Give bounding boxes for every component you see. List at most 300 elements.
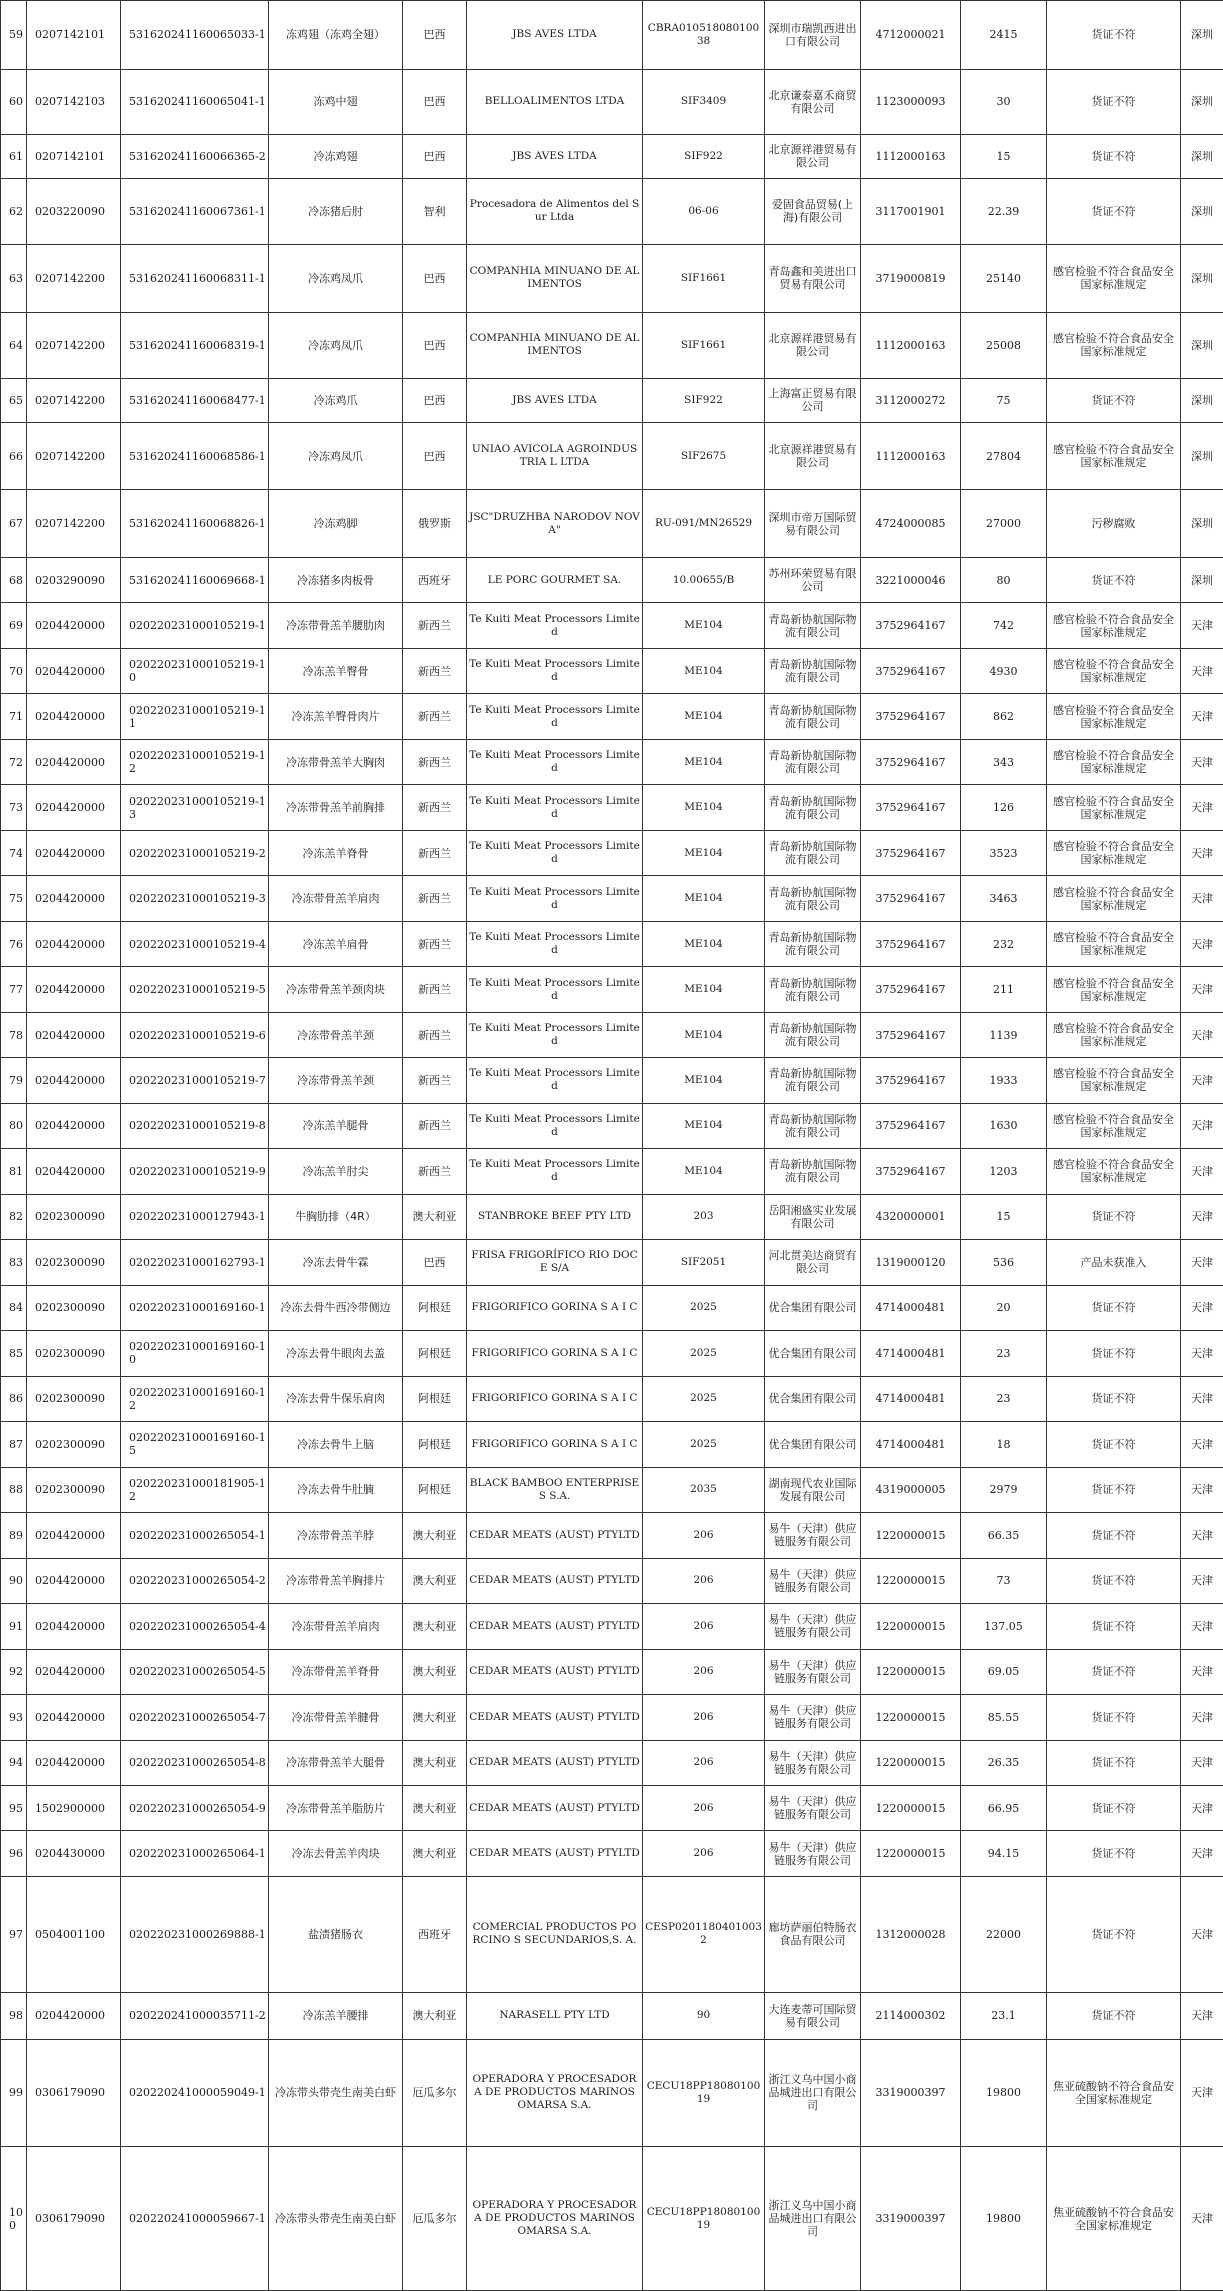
weight-cell: 27804 <box>961 422 1047 490</box>
manufacturer-cell: FRIGORIFICO GORINA S A I C <box>467 1285 643 1330</box>
importer-name-cell: 爱固食品贸易(上海)有限公司 <box>765 178 861 244</box>
table-body <box>1 1 1223 2291</box>
importer-code-cell: 3117001901 <box>861 178 961 244</box>
hs-code-cell: 0207142200 <box>27 312 121 378</box>
registration-number-cell: 206 <box>643 1786 765 1831</box>
table-row <box>1 1604 1223 1649</box>
port-of-entry-cell: 天津 <box>1181 1876 1223 1992</box>
rejection-reason-cell: 货证不符 <box>1047 1740 1181 1785</box>
manufacturer-cell: Te Kuiti Meat Processors Limited <box>467 921 643 966</box>
origin-country-cell: 巴西 <box>403 378 467 422</box>
rejection-reason-cell: 焦亚硫酸钠不符合食品安全国家标准规定 <box>1047 2039 1181 2147</box>
registration-number-cell: 10.00655/B <box>643 557 765 602</box>
registration-number-cell: 206 <box>643 1604 765 1649</box>
product-name-cell: 冻鸡翅（冻鸡全翅） <box>269 1 403 70</box>
certificate-number-cell: 020220231000105219-4 <box>121 921 269 966</box>
certificate-number-cell: 020220231000162793-1 <box>121 1240 269 1285</box>
importer-name-cell: 青岛新协航国际物流有限公司 <box>765 1012 861 1057</box>
certificate-number-cell: 020220231000265054-5 <box>121 1649 269 1694</box>
rejection-reason-cell: 货证不符 <box>1047 1331 1181 1376</box>
registration-number-cell: ME104 <box>643 921 765 966</box>
table-row <box>1 490 1223 558</box>
rejection-reason-cell: 货证不符 <box>1047 1467 1181 1512</box>
weight-cell: 1630 <box>961 1103 1047 1148</box>
product-name-cell: 冷冻羔羊臀骨 <box>269 648 403 693</box>
port-of-entry-cell: 天津 <box>1181 1467 1223 1512</box>
rejection-reason-cell: 感官检验不符合食品安全国家标准规定 <box>1047 1149 1181 1194</box>
manufacturer-cell: UNIAO AVICOLA AGROINDUSTRIA L LTDA <box>467 422 643 490</box>
weight-cell: 30 <box>961 69 1047 134</box>
port-of-entry-cell: 天津 <box>1181 648 1223 693</box>
origin-country-cell: 新西兰 <box>403 876 467 921</box>
table-row <box>1 2147 1223 2291</box>
manufacturer-cell: FRIGORIFICO GORINA S A I C <box>467 1422 643 1467</box>
registration-number-cell: 2025 <box>643 1285 765 1330</box>
importer-code-cell: 3319000397 <box>861 2039 961 2147</box>
importer-name-cell: 优合集团有限公司 <box>765 1376 861 1421</box>
weight-cell: 232 <box>961 921 1047 966</box>
certificate-number-cell: 020220231000169160-15 <box>121 1422 269 1467</box>
row-number-cell: 85 <box>1 1331 27 1376</box>
importer-name-cell: 易牛（天津）供应链服务有限公司 <box>765 1786 861 1831</box>
port-of-entry-cell: 深圳 <box>1181 134 1223 178</box>
manufacturer-cell: NARASELL PTY LTD <box>467 1992 643 2039</box>
registration-number-cell: SIF1661 <box>643 245 765 313</box>
weight-cell: 536 <box>961 1240 1047 1285</box>
rejection-reason-cell: 货证不符 <box>1047 134 1181 178</box>
importer-code-cell: 3752964167 <box>861 1149 961 1194</box>
importer-code-cell: 4319000005 <box>861 1467 961 1512</box>
product-name-cell: 冷冻带头带壳生南美白虾 <box>269 2147 403 2291</box>
importer-name-cell: 青岛新协航国际物流有限公司 <box>765 648 861 693</box>
table-row <box>1 2039 1223 2147</box>
manufacturer-cell: Te Kuiti Meat Processors Limited <box>467 694 643 739</box>
origin-country-cell: 澳大利亚 <box>403 1992 467 2039</box>
row-number-cell: 74 <box>1 830 27 875</box>
importer-name-cell: 青岛鑫和美进出口贸易有限公司 <box>765 245 861 313</box>
weight-cell: 19800 <box>961 2039 1047 2147</box>
certificate-number-cell: 020220241000035711-2 <box>121 1992 269 2039</box>
row-number-cell: 92 <box>1 1649 27 1694</box>
product-name-cell: 冷冻带骨羔羊前胸排 <box>269 785 403 830</box>
manufacturer-cell: CEDAR MEATS (AUST) PTYLTD <box>467 1649 643 1694</box>
table-row <box>1 69 1223 134</box>
rejection-reason-cell: 感官检验不符合食品安全国家标准规定 <box>1047 785 1181 830</box>
importer-code-cell: 3752964167 <box>861 921 961 966</box>
row-number-cell: 99 <box>1 2039 27 2147</box>
row-number-cell: 76 <box>1 921 27 966</box>
rejection-reason-cell: 感官检验不符合食品安全国家标准规定 <box>1047 1058 1181 1103</box>
table-row <box>1 1285 1223 1330</box>
registration-number-cell: ME104 <box>643 876 765 921</box>
manufacturer-cell: COMERCIAL PRODUCTOS PORCINO S SECUNDARIOS,S. A. <box>467 1876 643 1992</box>
weight-cell: 1203 <box>961 1149 1047 1194</box>
table-row <box>1 557 1223 602</box>
manufacturer-cell: Te Kuiti Meat Processors Limited <box>467 739 643 784</box>
hs-code-cell: 0207142101 <box>27 134 121 178</box>
importer-name-cell: 易牛（天津）供应链服务有限公司 <box>765 1558 861 1603</box>
product-name-cell: 冻鸡中翅 <box>269 69 403 134</box>
importer-code-cell: 3752964167 <box>861 694 961 739</box>
table-row <box>1 1740 1223 1785</box>
table-row <box>1 1422 1223 1467</box>
table-row <box>1 1786 1223 1831</box>
port-of-entry-cell: 天津 <box>1181 1103 1223 1148</box>
weight-cell: 343 <box>961 739 1047 784</box>
port-of-entry-cell: 天津 <box>1181 2039 1223 2147</box>
row-number-cell: 65 <box>1 378 27 422</box>
registration-number-cell: 2025 <box>643 1331 765 1376</box>
certificate-number-cell: 531620241160068311-1 <box>121 245 269 313</box>
table-row <box>1 378 1223 422</box>
row-number-cell: 93 <box>1 1695 27 1740</box>
row-number-cell: 61 <box>1 134 27 178</box>
weight-cell: 80 <box>961 557 1047 602</box>
importer-name-cell: 浙江义乌中国小商品城进出口有限公司 <box>765 2039 861 2147</box>
product-name-cell: 冷冻带骨羔羊颈肉块 <box>269 967 403 1012</box>
port-of-entry-cell: 天津 <box>1181 1513 1223 1558</box>
importer-code-cell: 1112000163 <box>861 312 961 378</box>
registration-number-cell: ME104 <box>643 648 765 693</box>
table-row <box>1 648 1223 693</box>
weight-cell: 211 <box>961 967 1047 1012</box>
port-of-entry-cell: 天津 <box>1181 1376 1223 1421</box>
certificate-number-cell: 020220231000181905-12 <box>121 1467 269 1512</box>
product-name-cell: 冷冻羔羊腰排 <box>269 1992 403 2039</box>
origin-country-cell: 澳大利亚 <box>403 1740 467 1785</box>
row-number-cell: 98 <box>1 1992 27 2039</box>
origin-country-cell: 西班牙 <box>403 1876 467 1992</box>
row-number-cell: 88 <box>1 1467 27 1512</box>
port-of-entry-cell: 天津 <box>1181 2147 1223 2291</box>
certificate-number-cell: 531620241160065041-1 <box>121 69 269 134</box>
weight-cell: 66.95 <box>961 1786 1047 1831</box>
importer-code-cell: 3752964167 <box>861 967 961 1012</box>
registration-number-cell: SIF2051 <box>643 1240 765 1285</box>
product-name-cell: 冷冻带骨羔羊颈 <box>269 1058 403 1103</box>
hs-code-cell: 0204420000 <box>27 1740 121 1785</box>
rejection-reason-cell: 货证不符 <box>1047 378 1181 422</box>
table-row <box>1 1058 1223 1103</box>
row-number-cell: 100 <box>1 2147 27 2291</box>
registration-number-cell: ME104 <box>643 603 765 648</box>
origin-country-cell: 新西兰 <box>403 603 467 648</box>
weight-cell: 25140 <box>961 245 1047 313</box>
row-number-cell: 68 <box>1 557 27 602</box>
importer-code-cell: 1112000163 <box>861 134 961 178</box>
rejection-reason-cell: 感官检验不符合食品安全国家标准规定 <box>1047 422 1181 490</box>
manufacturer-cell: FRIGORIFICO GORINA S A I C <box>467 1376 643 1421</box>
origin-country-cell: 新西兰 <box>403 1103 467 1148</box>
weight-cell: 27000 <box>961 490 1047 558</box>
port-of-entry-cell: 天津 <box>1181 694 1223 739</box>
certificate-number-cell: 531620241160065033-1 <box>121 1 269 70</box>
table-row <box>1 1149 1223 1194</box>
product-name-cell: 冷冻带骨羔羊胸排片 <box>269 1558 403 1603</box>
hs-code-cell: 0204420000 <box>27 1695 121 1740</box>
product-name-cell: 冷冻去骨牛肚腩 <box>269 1467 403 1512</box>
certificate-number-cell: 020220231000265054-4 <box>121 1604 269 1649</box>
port-of-entry-cell: 深圳 <box>1181 378 1223 422</box>
port-of-entry-cell: 深圳 <box>1181 178 1223 244</box>
manufacturer-cell: JSC"DRUZHBA NARODOV NOVA" <box>467 490 643 558</box>
importer-name-cell: 北京源祥港贸易有限公司 <box>765 312 861 378</box>
importer-code-cell: 4714000481 <box>861 1376 961 1421</box>
importer-code-cell: 1220000015 <box>861 1513 961 1558</box>
manufacturer-cell: CEDAR MEATS (AUST) PTYLTD <box>467 1831 643 1876</box>
certificate-number-cell: 020220231000265054-2 <box>121 1558 269 1603</box>
hs-code-cell: 0202300090 <box>27 1240 121 1285</box>
port-of-entry-cell: 深圳 <box>1181 245 1223 313</box>
rejection-reason-cell: 感官检验不符合食品安全国家标准规定 <box>1047 830 1181 875</box>
rejection-reason-cell: 污秽腐败 <box>1047 490 1181 558</box>
rejection-reason-cell: 货证不符 <box>1047 1786 1181 1831</box>
importer-name-cell: 优合集团有限公司 <box>765 1422 861 1467</box>
registration-number-cell: 206 <box>643 1695 765 1740</box>
weight-cell: 73 <box>961 1558 1047 1603</box>
importer-code-cell: 4714000481 <box>861 1331 961 1376</box>
manufacturer-cell: CEDAR MEATS (AUST) PTYLTD <box>467 1558 643 1603</box>
registration-number-cell: 206 <box>643 1740 765 1785</box>
row-number-cell: 84 <box>1 1285 27 1330</box>
importer-name-cell: 青岛新协航国际物流有限公司 <box>765 1103 861 1148</box>
product-name-cell: 冷冻鸡爪 <box>269 378 403 422</box>
manufacturer-cell: LE PORC GOURMET SA. <box>467 557 643 602</box>
registration-number-cell: CBRA01051808010038 <box>643 1 765 70</box>
weight-cell: 2979 <box>961 1467 1047 1512</box>
registration-number-cell: ME104 <box>643 967 765 1012</box>
weight-cell: 23 <box>961 1331 1047 1376</box>
manufacturer-cell: COMPANHIA MINUANO DE AL IMENTOS <box>467 245 643 313</box>
hs-code-cell: 1502900000 <box>27 1786 121 1831</box>
importer-name-cell: 苏州环荣贸易有限公司 <box>765 557 861 602</box>
row-number-cell: 97 <box>1 1876 27 1992</box>
port-of-entry-cell: 深圳 <box>1181 557 1223 602</box>
manufacturer-cell: OPERADORA Y PROCESADORA DE PRODUCTOS MARINOS OMARSA S.A. <box>467 2147 643 2291</box>
origin-country-cell: 新西兰 <box>403 1058 467 1103</box>
row-number-cell: 63 <box>1 245 27 313</box>
importer-name-cell: 上海富正贸易有限公司 <box>765 378 861 422</box>
certificate-number-cell: 531620241160068826-1 <box>121 490 269 558</box>
table-row <box>1 1992 1223 2039</box>
manufacturer-cell: Te Kuiti Meat Processors Limited <box>467 1058 643 1103</box>
registration-number-cell: ME104 <box>643 1058 765 1103</box>
certificate-number-cell: 020220231000169160-1 <box>121 1285 269 1330</box>
origin-country-cell: 巴西 <box>403 1 467 70</box>
importer-code-cell: 3752964167 <box>861 648 961 693</box>
product-name-cell: 牛胸肋排（4R） <box>269 1194 403 1239</box>
rejection-reason-cell: 焦亚硫酸钠不符合食品安全国家标准规定 <box>1047 2147 1181 2291</box>
row-number-cell: 73 <box>1 785 27 830</box>
importer-code-cell: 4712000021 <box>861 1 961 70</box>
origin-country-cell: 巴西 <box>403 69 467 134</box>
port-of-entry-cell: 天津 <box>1181 1992 1223 2039</box>
hs-code-cell: 0204420000 <box>27 1149 121 1194</box>
registration-number-cell: 206 <box>643 1513 765 1558</box>
importer-name-cell: 青岛新协航国际物流有限公司 <box>765 1149 861 1194</box>
product-name-cell: 冷冻去骨牛西冷带侧边 <box>269 1285 403 1330</box>
registration-number-cell: ME104 <box>643 785 765 830</box>
table-row <box>1 1194 1223 1239</box>
hs-code-cell: 0204420000 <box>27 1649 121 1694</box>
registration-number-cell: SIF3409 <box>643 69 765 134</box>
port-of-entry-cell: 天津 <box>1181 1695 1223 1740</box>
port-of-entry-cell: 天津 <box>1181 1331 1223 1376</box>
hs-code-cell: 0204420000 <box>27 648 121 693</box>
origin-country-cell: 巴西 <box>403 1240 467 1285</box>
importer-code-cell: 1220000015 <box>861 1558 961 1603</box>
registration-number-cell: 2035 <box>643 1467 765 1512</box>
importer-code-cell: 1220000015 <box>861 1604 961 1649</box>
product-name-cell: 冷冻猪后肘 <box>269 178 403 244</box>
port-of-entry-cell: 天津 <box>1181 1149 1223 1194</box>
registration-number-cell: 2025 <box>643 1376 765 1421</box>
origin-country-cell: 澳大利亚 <box>403 1695 467 1740</box>
product-name-cell: 冷冻带骨羔羊脖 <box>269 1513 403 1558</box>
origin-country-cell: 澳大利亚 <box>403 1786 467 1831</box>
weight-cell: 26.35 <box>961 1740 1047 1785</box>
hs-code-cell: 0504001100 <box>27 1876 121 1992</box>
importer-code-cell: 1319000120 <box>861 1240 961 1285</box>
row-number-cell: 64 <box>1 312 27 378</box>
row-number-cell: 66 <box>1 422 27 490</box>
importer-code-cell: 3752964167 <box>861 785 961 830</box>
product-name-cell: 冷冻羔羊臀骨肉片 <box>269 694 403 739</box>
certificate-number-cell: 020220231000105219-3 <box>121 876 269 921</box>
registration-number-cell: SIF2675 <box>643 422 765 490</box>
importer-code-cell: 4714000481 <box>861 1285 961 1330</box>
port-of-entry-cell: 天津 <box>1181 1740 1223 1785</box>
certificate-number-cell: 531620241160066365-2 <box>121 134 269 178</box>
hs-code-cell: 0207142101 <box>27 1 121 70</box>
certificate-number-cell: 531620241160068477-1 <box>121 378 269 422</box>
table-row <box>1 921 1223 966</box>
rejection-reason-cell: 感官检验不符合食品安全国家标准规定 <box>1047 876 1181 921</box>
certificate-number-cell: 020220231000265054-7 <box>121 1695 269 1740</box>
importer-code-cell: 3752964167 <box>861 1012 961 1057</box>
rejection-reason-cell: 货证不符 <box>1047 1285 1181 1330</box>
row-number-cell: 89 <box>1 1513 27 1558</box>
row-number-cell: 80 <box>1 1103 27 1148</box>
importer-code-cell: 4320000001 <box>861 1194 961 1239</box>
row-number-cell: 77 <box>1 967 27 1012</box>
importer-name-cell: 优合集团有限公司 <box>765 1331 861 1376</box>
origin-country-cell: 澳大利亚 <box>403 1604 467 1649</box>
importer-code-cell: 2114000302 <box>861 1992 961 2039</box>
hs-code-cell: 0202300090 <box>27 1331 121 1376</box>
importer-code-cell: 3752964167 <box>861 876 961 921</box>
row-number-cell: 70 <box>1 648 27 693</box>
importer-code-cell: 3752964167 <box>861 603 961 648</box>
table-row <box>1 1376 1223 1421</box>
table-row <box>1 1831 1223 1876</box>
product-name-cell: 冷冻羔羊肘尖 <box>269 1149 403 1194</box>
registration-number-cell: CESP02011804010032 <box>643 1876 765 1992</box>
rejection-reason-cell: 感官检验不符合食品安全国家标准规定 <box>1047 967 1181 1012</box>
manufacturer-cell: OPERADORA Y PROCESADORA DE PRODUCTOS MARINOS OMARSA S.A. <box>467 2039 643 2147</box>
registration-number-cell: 90 <box>643 1992 765 2039</box>
table-row <box>1 134 1223 178</box>
port-of-entry-cell: 天津 <box>1181 1649 1223 1694</box>
product-name-cell: 冷冻猪多肉板骨 <box>269 557 403 602</box>
rejection-reason-cell: 感官检验不符合食品安全国家标准规定 <box>1047 921 1181 966</box>
importer-name-cell: 青岛新协航国际物流有限公司 <box>765 1058 861 1103</box>
origin-country-cell: 澳大利亚 <box>403 1558 467 1603</box>
port-of-entry-cell: 天津 <box>1181 1786 1223 1831</box>
hs-code-cell: 0202300090 <box>27 1376 121 1421</box>
importer-name-cell: 深圳市帝万国际贸易有限公司 <box>765 490 861 558</box>
importer-name-cell: 青岛新协航国际物流有限公司 <box>765 967 861 1012</box>
manufacturer-cell: Procesadora de Alimentos del Sur Ltda <box>467 178 643 244</box>
origin-country-cell: 新西兰 <box>403 830 467 875</box>
table-row <box>1 1558 1223 1603</box>
rejection-reason-cell: 感官检验不符合食品安全国家标准规定 <box>1047 694 1181 739</box>
importer-code-cell: 1220000015 <box>861 1831 961 1876</box>
row-number-cell: 75 <box>1 876 27 921</box>
registration-number-cell: ME104 <box>643 739 765 784</box>
importer-name-cell: 北京源祥港贸易有限公司 <box>765 422 861 490</box>
hs-code-cell: 0204420000 <box>27 1558 121 1603</box>
certificate-number-cell: 531620241160067361-1 <box>121 178 269 244</box>
weight-cell: 4930 <box>961 648 1047 693</box>
certificate-number-cell: 020220231000169160-10 <box>121 1331 269 1376</box>
product-name-cell: 冷冻鸡凤爪 <box>269 245 403 313</box>
rejection-reason-cell: 货证不符 <box>1047 178 1181 244</box>
manufacturer-cell: JBS AVES LTDA <box>467 378 643 422</box>
product-name-cell: 冷冻羔羊肩骨 <box>269 921 403 966</box>
hs-code-cell: 0204420000 <box>27 876 121 921</box>
importer-name-cell: 易牛（天津）供应链服务有限公司 <box>765 1604 861 1649</box>
origin-country-cell: 澳大利亚 <box>403 1513 467 1558</box>
certificate-number-cell: 020220231000105219-11 <box>121 694 269 739</box>
manufacturer-cell: CEDAR MEATS (AUST) PTYLTD <box>467 1513 643 1558</box>
manufacturer-cell: BLACK BAMBOO ENTERPRISES S.A. <box>467 1467 643 1512</box>
manufacturer-cell: Te Kuiti Meat Processors Limited <box>467 603 643 648</box>
importer-name-cell: 青岛新协航国际物流有限公司 <box>765 603 861 648</box>
hs-code-cell: 0204420000 <box>27 1058 121 1103</box>
hs-code-cell: 0204420000 <box>27 1992 121 2039</box>
origin-country-cell: 新西兰 <box>403 967 467 1012</box>
hs-code-cell: 0202300090 <box>27 1285 121 1330</box>
rejection-reason-cell: 感官检验不符合食品安全国家标准规定 <box>1047 648 1181 693</box>
certificate-number-cell: 020220231000105219-9 <box>121 1149 269 1194</box>
product-name-cell: 冷冻去骨羔羊肉块 <box>269 1831 403 1876</box>
weight-cell: 19800 <box>961 2147 1047 2291</box>
port-of-entry-cell: 天津 <box>1181 1422 1223 1467</box>
certificate-number-cell: 020220231000105219-10 <box>121 648 269 693</box>
certificate-number-cell: 531620241160069668-1 <box>121 557 269 602</box>
rejection-reason-cell: 感官检验不符合食品安全国家标准规定 <box>1047 312 1181 378</box>
importer-code-cell: 3752964167 <box>861 830 961 875</box>
origin-country-cell: 巴西 <box>403 422 467 490</box>
row-number-cell: 71 <box>1 694 27 739</box>
importer-code-cell: 3112000272 <box>861 378 961 422</box>
row-number-cell: 60 <box>1 69 27 134</box>
rejection-reason-cell: 货证不符 <box>1047 1876 1181 1992</box>
importer-code-cell: 3752964167 <box>861 1103 961 1148</box>
weight-cell: 22000 <box>961 1876 1047 1992</box>
hs-code-cell: 0202300090 <box>27 1194 121 1239</box>
importer-code-cell: 3752964167 <box>861 1058 961 1103</box>
importer-name-cell: 易牛（天津）供应链服务有限公司 <box>765 1513 861 1558</box>
importer-code-cell: 1220000015 <box>861 1740 961 1785</box>
manufacturer-cell: FRISA FRIGORÍFICO RIO DOCE S/A <box>467 1240 643 1285</box>
port-of-entry-cell: 深圳 <box>1181 312 1223 378</box>
origin-country-cell: 阿根廷 <box>403 1376 467 1421</box>
rejection-reason-cell: 货证不符 <box>1047 1992 1181 2039</box>
registration-number-cell: RU-091/MN26529 <box>643 490 765 558</box>
certificate-number-cell: 020220231000105219-13 <box>121 785 269 830</box>
